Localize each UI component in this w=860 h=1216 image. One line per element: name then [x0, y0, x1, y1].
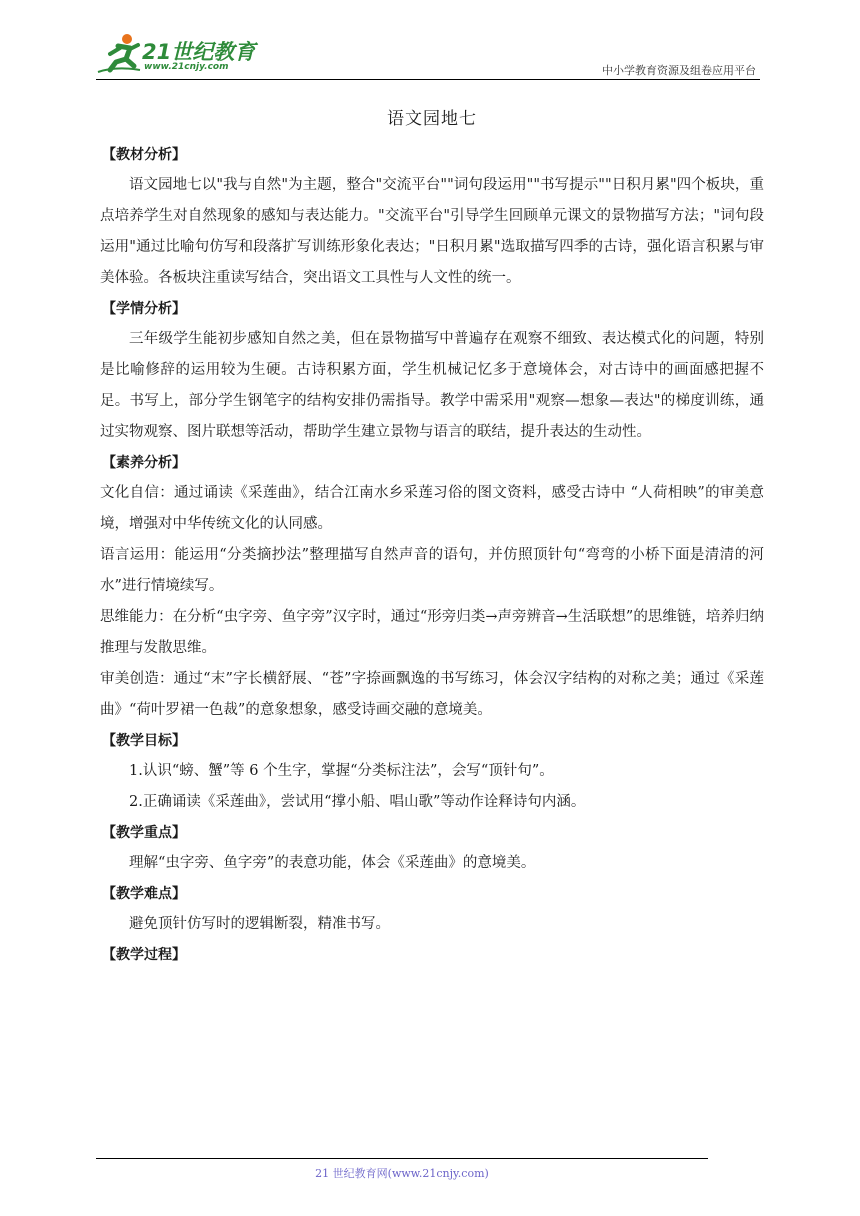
document-title: 语文园地七: [387, 109, 477, 129]
paragraph-thinking: 思维能力：在分析“虫字旁、鱼字旁”汉字时，通过“形旁归类→声旁辨音→生活联想”的思维链，培养归纳推理与发散思维。: [100, 609, 764, 656]
document-body: [100, 104, 764, 970]
section-heading: 【教学重点】: [102, 825, 186, 841]
paragraph-culture: 文化自信：通过诵读《采莲曲》，结合江南水乡采莲习俗的图文资料，感受古诗中 “人荷相映”的审美意境，增强对中华传统文化的认同感。: [100, 485, 764, 532]
section-heading: 【教学过程】: [102, 947, 186, 963]
page-header: [96, 30, 760, 80]
paragraph: 理解“虫字旁、鱼字旁”的表意功能，体会《采莲曲》的意境美。: [129, 855, 536, 871]
paragraph-language: 语言运用：能运用“分类摘抄法”整理描写自然声音的语句，并仿照顶针句“弯弯的小桥下面是清清的河水”进行情境续写。: [100, 547, 764, 594]
logo-wordmark: 21世纪教育: [142, 40, 256, 64]
footer-link[interactable]: 21 世纪教育网(www.21cnjy.com): [315, 1167, 489, 1180]
site-logo[interactable]: [96, 32, 266, 78]
runner-logo-icon: [96, 32, 144, 76]
section-heading: 【素养分析】: [102, 455, 186, 471]
section-teaching-process: [100, 940, 764, 970]
header-tagline: 中小学教育资源及组卷应用平台: [602, 64, 756, 77]
paragraph-aesthetics: 审美创造：通过“末”字长横舒展、“苍”字捺画飘逸的书写练习，体会汉字结构的对称之美；通过《采莲曲》“荷叶罗裙一色裁”的意象想象，感受诗画交融的意境美。: [100, 671, 764, 718]
paragraph: 三年级学生能初步感知自然之美，但在景物描写中普遍存在观察不细致、表达模式化的问题，特别是比喻修辞的运用较为生硬。古诗积累方面，学生机械记忆多于意境体会，对古诗中的画面感把握不足。书写上，部分学生钢笔字的结构安排仍需指导。教学中需采用"观察—想象—表达"的梯度训练，通过实物观察、图片联想等活动，帮助学生建立景物与语言的联结，提升表达的生动性。: [100, 331, 764, 440]
paragraph: 避免顶针仿写时的逻辑断裂，精准书写。: [129, 916, 390, 932]
goal-item: 2.正确诵读《采莲曲》，尝试用“撑小船、唱山歌”等动作诠释诗句内涵。: [129, 794, 586, 810]
section-literacy-analysis: [100, 448, 764, 726]
section-heading: 【学情分析】: [102, 301, 186, 317]
header-divider: [96, 79, 760, 80]
logo-url: www.21cnjy.com: [144, 62, 229, 72]
section-heading: 【教材分析】: [102, 147, 186, 163]
footer-divider: [96, 1158, 708, 1159]
section-key-points: [100, 818, 764, 879]
paragraph: 语文园地七以"我与自然"为主题，整合"交流平台""词句段运用""书写提示""日积月累"四个板块，重点培养学生对自然现象的感知与表达能力。"交流平台"引导学生回顾单元课文的景物描写方法；"词句段运用"通过比喻句仿写和段落扩写训练形象化表达；"日积月累"选取描写四季的古诗，强化语言积累与审美体验。各板块注重读写结合，突出语文工具性与人文性的统一。: [100, 177, 764, 286]
section-heading: 【教学难点】: [102, 886, 186, 902]
section-student-analysis: [100, 294, 764, 448]
section-material-analysis: [100, 140, 764, 294]
section-heading: 【教学目标】: [102, 733, 186, 749]
section-difficulties: [100, 879, 764, 940]
section-teaching-goals: [100, 726, 764, 818]
goal-item: 1.认识“螃、蟹”等 6 个生字，掌握“分类标注法”，会写“顶针句”。: [129, 763, 554, 779]
